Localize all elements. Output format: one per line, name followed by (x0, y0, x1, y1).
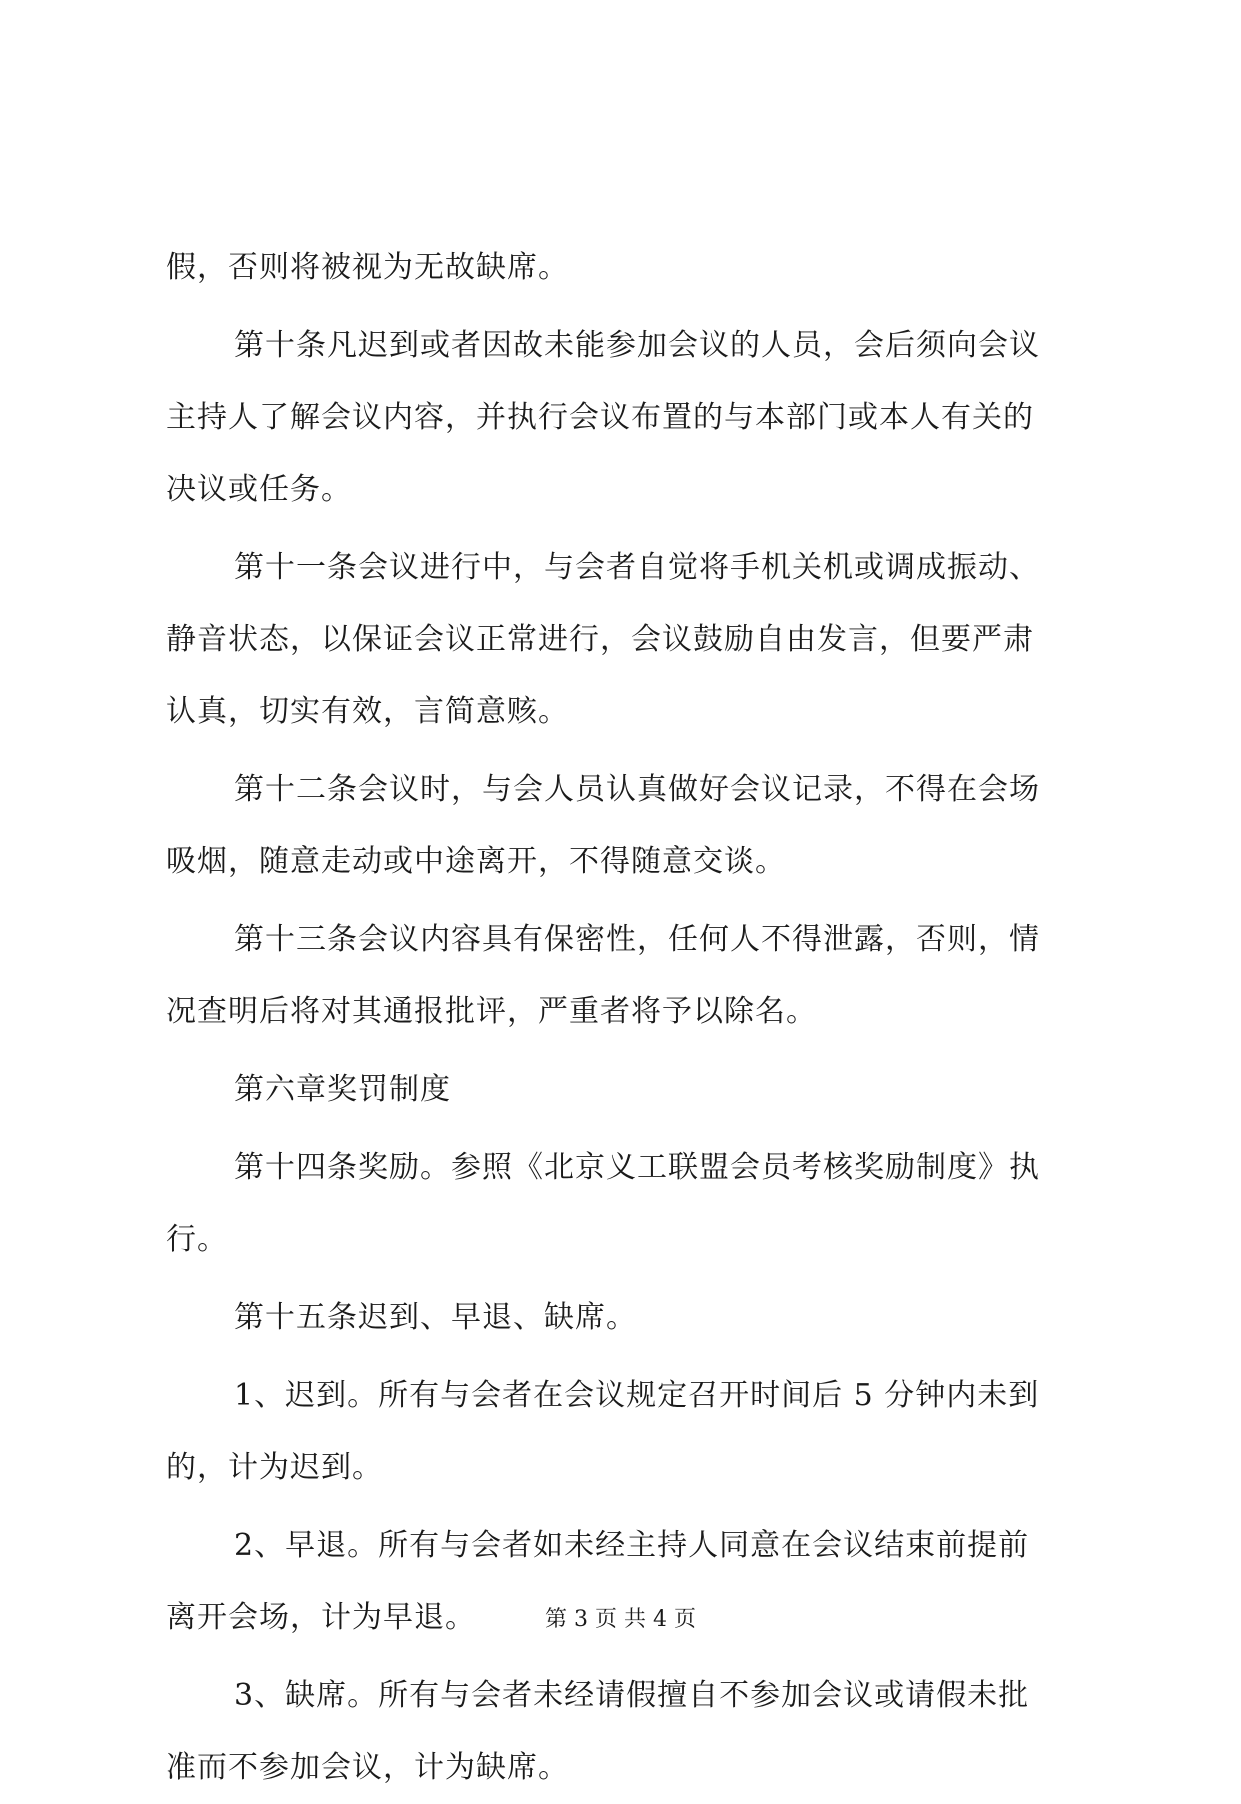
document-body (166, 232, 1086, 1804)
text-line: 第十一条会议进行中，与会者自觉将手机关机或调成振动、 (234, 550, 1040, 585)
text-line: 离开会场，计为早退。 (166, 1600, 476, 1635)
text-line: 第十四条奖励。参照《北京义工联盟会员考核奖励制度》执 (234, 1150, 1040, 1185)
text-line: 第十五条迟到、早退、缺席。 (234, 1300, 637, 1335)
text-line: 准而不参加会议，计为缺席。 (166, 1750, 569, 1785)
text-line: 认真，切实有效，言简意赅。 (166, 694, 569, 729)
text-line: 1、迟到。所有与会者在会议规定召开时间后 5 分钟内未到 (234, 1378, 1040, 1413)
text-line: 静音状态，以保证会议正常进行，会议鼓励自由发言，但要严肃 (166, 622, 1034, 657)
text-line: 2、早退。所有与会者如未经主持人同意在会议结束前提前 (234, 1528, 1030, 1563)
text-line: 况查明后将对其通报批评，严重者将予以除名。 (166, 994, 817, 1029)
text-line: 的，计为迟到。 (166, 1450, 383, 1485)
text-line: 行。 (166, 1222, 228, 1257)
text-line: 第十条凡迟到或者因故未能参加会议的人员，会后须向会议 (234, 328, 1040, 363)
text-line: 假，否则将被视为无故缺席。 (166, 250, 569, 285)
page-footer: 第 3 页 共 4 页 (545, 1607, 696, 1632)
text-line: 主持人了解会议内容，并执行会议布置的与本部门或本人有关的 (166, 400, 1034, 435)
text-line: 第六章奖罚制度 (234, 1072, 451, 1107)
text-line: 吸烟，随意走动或中途离开，不得随意交谈。 (166, 844, 786, 879)
text-line: 3、缺席。所有与会者未经请假擅自不参加会议或请假未批 (234, 1678, 1030, 1713)
text-line: 第十二条会议时，与会人员认真做好会议记录，不得在会场 (234, 772, 1040, 807)
text-line: 第十三条会议内容具有保密性，任何人不得泄露，否则，情 (234, 922, 1040, 957)
text-line: 决议或任务。 (166, 472, 352, 507)
